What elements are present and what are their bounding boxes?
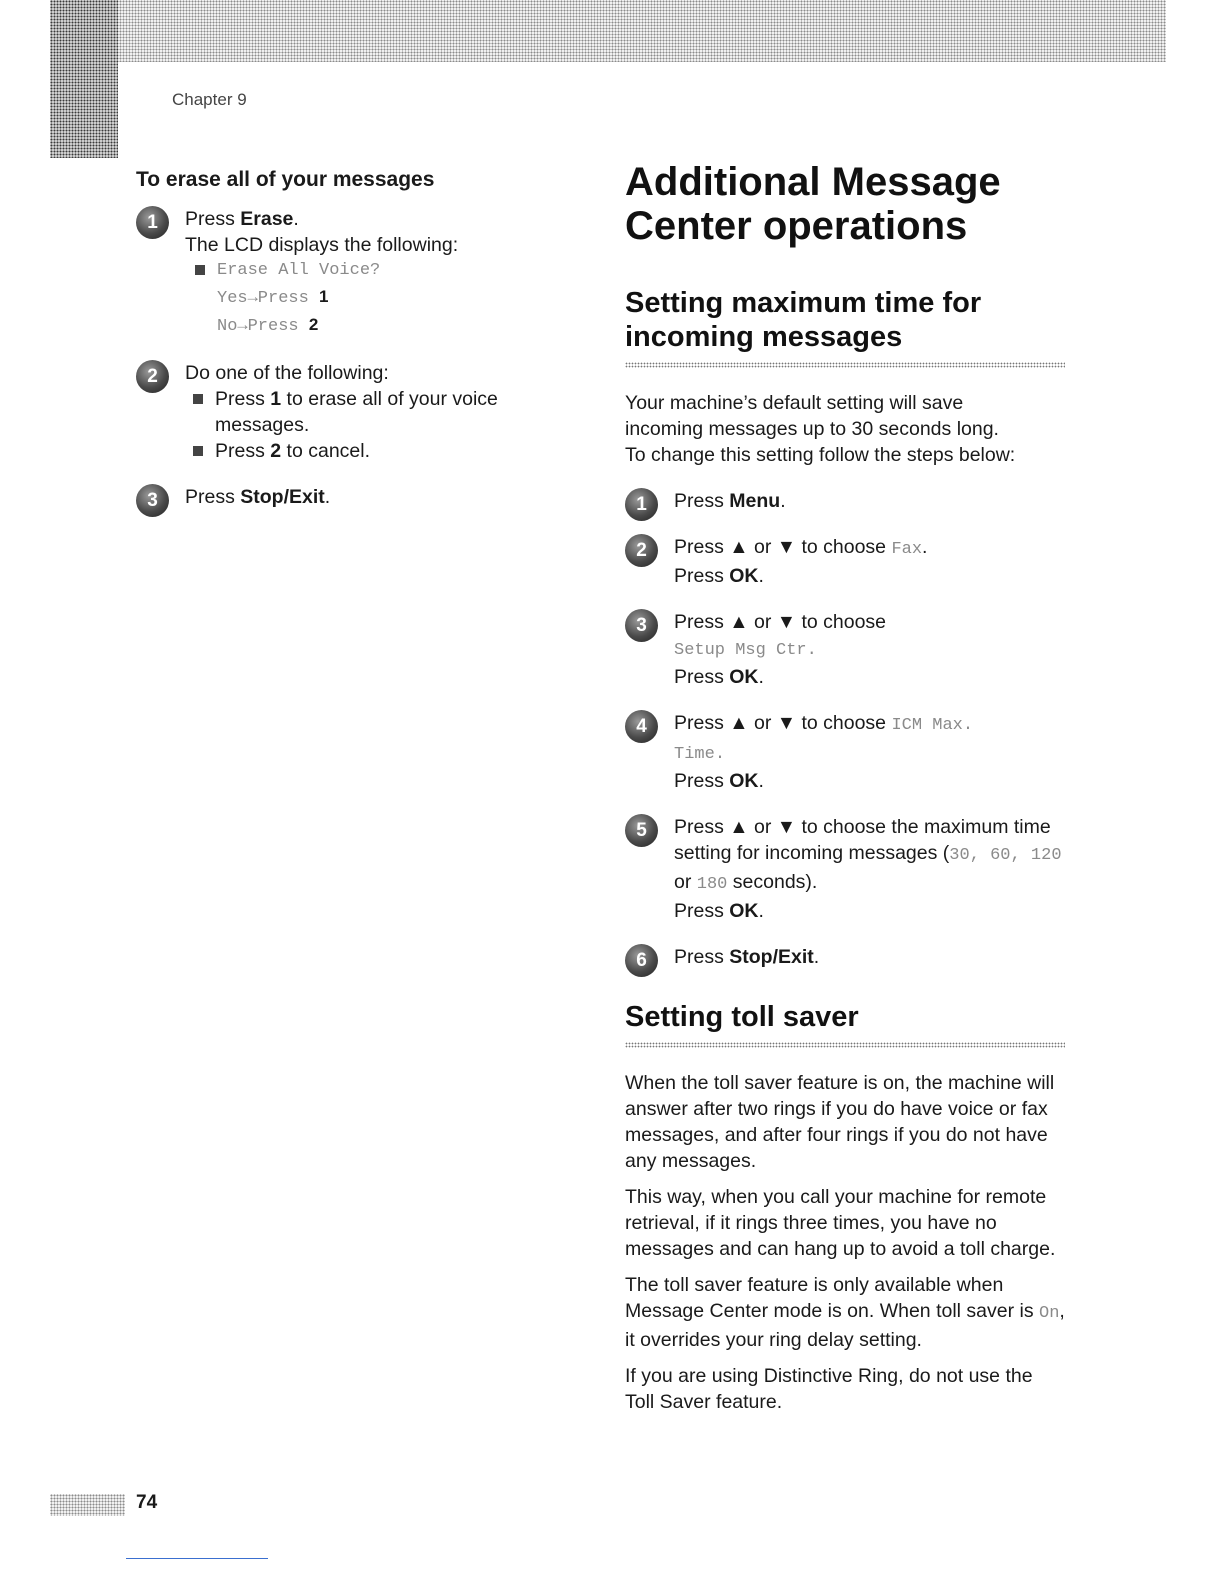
bottom-rule xyxy=(126,1558,268,1559)
erase-heading: To erase all of your messages xyxy=(136,168,435,191)
footer-dots xyxy=(50,1494,125,1516)
section-rule xyxy=(625,1042,1065,1048)
page-title: Additional Message Center operations xyxy=(625,160,1001,248)
lcd-display: Erase All Voice? Yes→Press 1 No→Press 2 xyxy=(185,258,576,340)
chapter-tab-block xyxy=(50,0,118,158)
step-number-icon: 5 xyxy=(625,814,658,847)
erase-step-3: 3 Press Stop/Exit. xyxy=(136,484,576,510)
toll-paragraph-3: The toll saver feature is only available when Message Center mode is on. When toll saver is On, it overrides your ring delay setting. xyxy=(625,1274,1065,1351)
right-column xyxy=(625,160,1065,1425)
erase-step-1: 1 Press Erase. The LCD displays the following: Erase All Voice? Yes→Press 1 No→Press 2 xyxy=(136,206,576,340)
max-step-1: 1 Press Menu. xyxy=(625,488,1065,514)
square-bullet-icon xyxy=(193,446,203,456)
section-heading-max-time: Setting maximum time for incoming messages xyxy=(625,287,982,353)
bullet-erase: Press 1 to erase all of your voice messages. xyxy=(185,386,576,438)
intro-paragraph: Your machine’s default setting will save incoming messages up to 30 seconds long. To change this setting follow the steps below: xyxy=(625,392,1016,466)
step-number-icon: 3 xyxy=(625,609,658,642)
step-number-icon: 1 xyxy=(625,488,658,521)
step-number-icon: 4 xyxy=(625,710,658,743)
step-number-icon: 2 xyxy=(136,360,169,393)
bullet-cancel: Press 2 to cancel. xyxy=(185,438,576,464)
toll-paragraph-2: This way, when you call your machine for remote retrieval, if it rings three times, you have no messages and can hang up to avoid a toll charge. xyxy=(625,1186,1056,1260)
step-number-icon: 1 xyxy=(136,206,169,239)
square-bullet-icon xyxy=(193,394,203,404)
lcd-intro: The LCD displays the following: xyxy=(185,234,459,256)
max-step-5: 5 Press ▲ or ▼ to choose the maximum time setting for incoming messages (30, 60, 120 or 180 seconds). Press OK. xyxy=(625,814,1065,924)
max-step-6: 6 Press Stop/Exit. xyxy=(625,944,1065,970)
page-number: 74 xyxy=(136,1492,158,1513)
max-step-2: 2 Press ▲ or ▼ to choose Fax. Press OK. xyxy=(625,534,1065,589)
toll-paragraph-1: When the toll saver feature is on, the machine will answer after two rings if you do have voice or fax messages, and after four rings if you do not have any messages. xyxy=(625,1072,1055,1172)
section-heading-toll-saver: Setting toll saver xyxy=(625,1001,859,1033)
max-step-3: 3 Press ▲ or ▼ to choose Setup Msg Ctr. Press OK. xyxy=(625,609,1065,690)
step-number-icon: 2 xyxy=(625,534,658,567)
erase-step-2: 2 Do one of the following: Press 1 to erase all of your voice messages. Press 2 to cancel. xyxy=(136,360,576,464)
chapter-label: Chapter 9 xyxy=(172,90,247,109)
section-rule xyxy=(625,362,1065,368)
max-step-4: 4 Press ▲ or ▼ to choose ICM Max. Time. Press OK. xyxy=(625,710,1065,794)
left-column xyxy=(136,168,576,530)
step-number-icon: 6 xyxy=(625,944,658,977)
square-bullet-icon xyxy=(195,265,205,275)
step-number-icon: 3 xyxy=(136,484,169,517)
header-band xyxy=(50,0,1166,62)
toll-paragraph-4: If you are using Distinctive Ring, do not use the Toll Saver feature. xyxy=(625,1365,1033,1413)
